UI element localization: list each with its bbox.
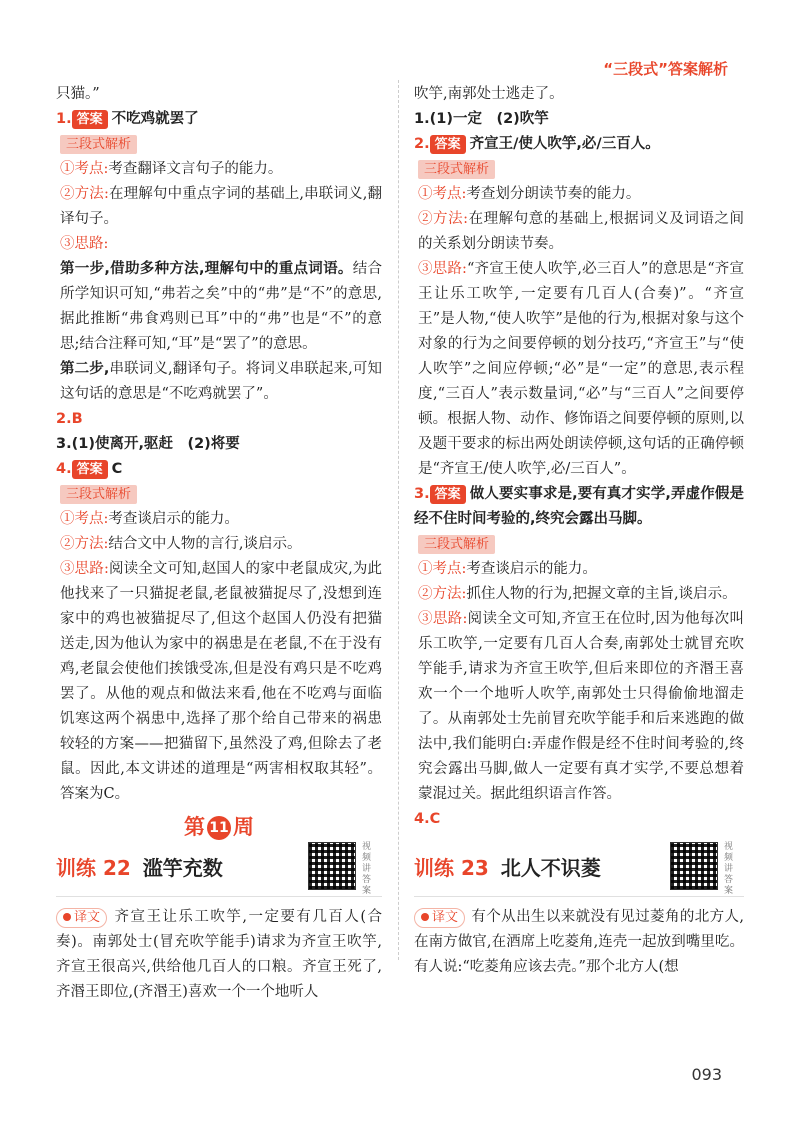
- qr-label: 视频讲答案: [724, 842, 734, 896]
- answer-1: 1. 答案 不吃鸡就罢了: [56, 111, 199, 127]
- method: ②方法:结合文中人物的言行,谈启示。: [60, 536, 302, 552]
- approach: ③思路:阅读全文可知,赵国人的家中老鼠成灾,为此他找来了一只猫捉老鼠,老鼠被猫捉尽了,没想到连家中的鸡也被猫捉尽了,但这个赵国人仍没有把猫送走,因为他认为家中的祸患是在老鼠,不在于没有鸡,老鼠会使他们挨饿受冻,但是没有鸡只是不吃鸡罢了。从他的观点和做法来看,他在不吃鸡与面临饥寒这两个祸患中,选择了那个给自己带来的祸患较轻的方案——把猫留下,虽然没了鸡,但除去了老鼠。因此,本文讲述的道理是“两害相权取其轻”。答案为C。: [60, 561, 382, 802]
- lesson-title: 训练 22 滥竽充数: [56, 856, 223, 880]
- right-column: [414, 82, 744, 980]
- translation-tag: 译文: [56, 908, 107, 928]
- step-2: 第二步,串联词义,翻译句子。将词义串联起来,可知这句话的意思是“不吃鸡就罢了”。: [60, 361, 382, 402]
- answer-tag: 答案: [430, 485, 466, 504]
- lesson-title: 训练 23 北人不识菱: [414, 856, 601, 880]
- analysis-tag: 三段式解析: [418, 535, 495, 554]
- qr-code-icon[interactable]: [308, 842, 356, 890]
- approach: ③思路:“齐宣王使人吹竽,必三百人”的意思是“齐宣王让乐工吹竽,一定要有几百人(合奏)”。“齐宣王”是人物,“使人吹竽”是他的行为,根据对象与这个对象的行为之间要停顿的划分技巧,“齐宣王”与“使人吹竽”之间应停顿;“必”是“一定”的意思,表示程度,“三百人”表示数量词,“必”与“三百人”之间要停顿。根据人物、动作、修饰语之间要停顿的原则,以及题干要求的标出两处朗读停顿,这句话的正确停顿是“齐宣王/使人吹竽,必/三百人”。: [418, 261, 744, 477]
- test-point: ①考点:考查划分朗读节奏的能力。: [418, 186, 641, 202]
- test-point: ①考点:考查谈启示的能力。: [418, 561, 597, 577]
- analysis-tag: 三段式解析: [60, 485, 137, 504]
- answer-2: 2. 答案 齐宣王/使人吹竽,必/三百人。: [414, 136, 660, 152]
- analysis-tag: 三段式解析: [60, 135, 137, 154]
- step-1: 第一步,借助多种方法,理解句中的重点词语。结合所学知识可知,“弗若之矣”中的“弗”是“不”的意思,据此推断“弗食鸡则已耳”中的“弗”也是“不”的意思;结合注释可知,“耳”是“罢了”的意思。: [60, 261, 382, 352]
- method: ②方法:在理解句中重点字词的基础上,串联词义,翻译句子。: [60, 186, 382, 227]
- dot-icon: [421, 913, 429, 921]
- dot-icon: [63, 913, 71, 921]
- answer-1: 1.(1)一定 (2)吹竽: [414, 111, 549, 127]
- week-heading: 第 11 周: [184, 815, 254, 839]
- answer-3: 3.(1)使离开,驱赶 (2)将要: [56, 436, 240, 452]
- answer-4: 4.C: [414, 811, 441, 827]
- method: ②方法:抓住人物的行为,把握文章的主旨,谈启示。: [418, 586, 737, 602]
- qr-label: 视频讲答案: [362, 842, 372, 896]
- translation-tag: 译文: [414, 908, 465, 928]
- qr-code-icon[interactable]: [670, 842, 718, 890]
- text-line: 吹竽,南郭处士逃走了。: [414, 86, 564, 102]
- week-number-badge: 11: [207, 816, 231, 840]
- method: ②方法:在理解句意的基础上,根据词义及词语之间的关系划分朗读节奏。: [418, 211, 745, 252]
- answer-tag: 答案: [72, 460, 108, 479]
- translation: 译文 齐宣王让乐工吹竽,一定要有几百人(合奏)。南郭处士(冒充吹竽能手)请求为齐宣王吹竽,齐宣王很高兴,供给他几百人的口粮。齐宣王死了,齐湣王即位,(齐湣王)喜欢一个一个地听人: [56, 909, 382, 1000]
- text-line: 只猫。”: [56, 86, 100, 102]
- page-number: 093: [691, 1065, 722, 1084]
- answer-2: 2.B: [56, 411, 83, 427]
- test-point: ①考点:考查翻译文言句子的能力。: [60, 161, 283, 177]
- approach-label: ③思路:: [60, 236, 109, 252]
- page-header: “三段式”答案解析: [603, 60, 728, 78]
- answer-tag: 答案: [72, 110, 108, 129]
- answer-tag: 答案: [430, 135, 466, 154]
- translation: 译文 有个从出生以来就没有见过菱角的北方人,在南方做官,在酒席上吃菱角,连壳一起放到嘴里吃。有人说:“吃菱角应该去壳。”那个北方人(想: [414, 909, 744, 975]
- approach: ③思路:阅读全文可知,齐宣王在位时,因为他每次叫乐工吹竽,一定要有几百人合奏,南郭处士就冒充吹竽能手,请求为齐宣王吹竽,但后来即位的齐湣王喜欢一个一个地听人吹竽,南郭处士只得偷偷地溜走了。从南郭处士先前冒充吹竽能手和后来逃跑的做法中,我们能明白:弄虚作假是经不住时间考验的,终究会露出马脚,做人一定要有真才实学,不要总想着蒙混过关。据此组织语言作答。: [418, 611, 745, 802]
- lesson-23-heading: [414, 842, 744, 897]
- lesson-22-heading: [56, 842, 382, 897]
- left-column: [56, 82, 382, 1005]
- answer-4: 4. 答案 C: [56, 461, 123, 477]
- column-divider: [398, 80, 399, 960]
- analysis-tag: 三段式解析: [418, 160, 495, 179]
- test-point: ①考点:考查谈启示的能力。: [60, 511, 239, 527]
- answer-3: 3. 答案 做人要实事求是,要有真才实学,弄虚作假是经不住时间考验的,终究会露出马脚。: [414, 486, 744, 527]
